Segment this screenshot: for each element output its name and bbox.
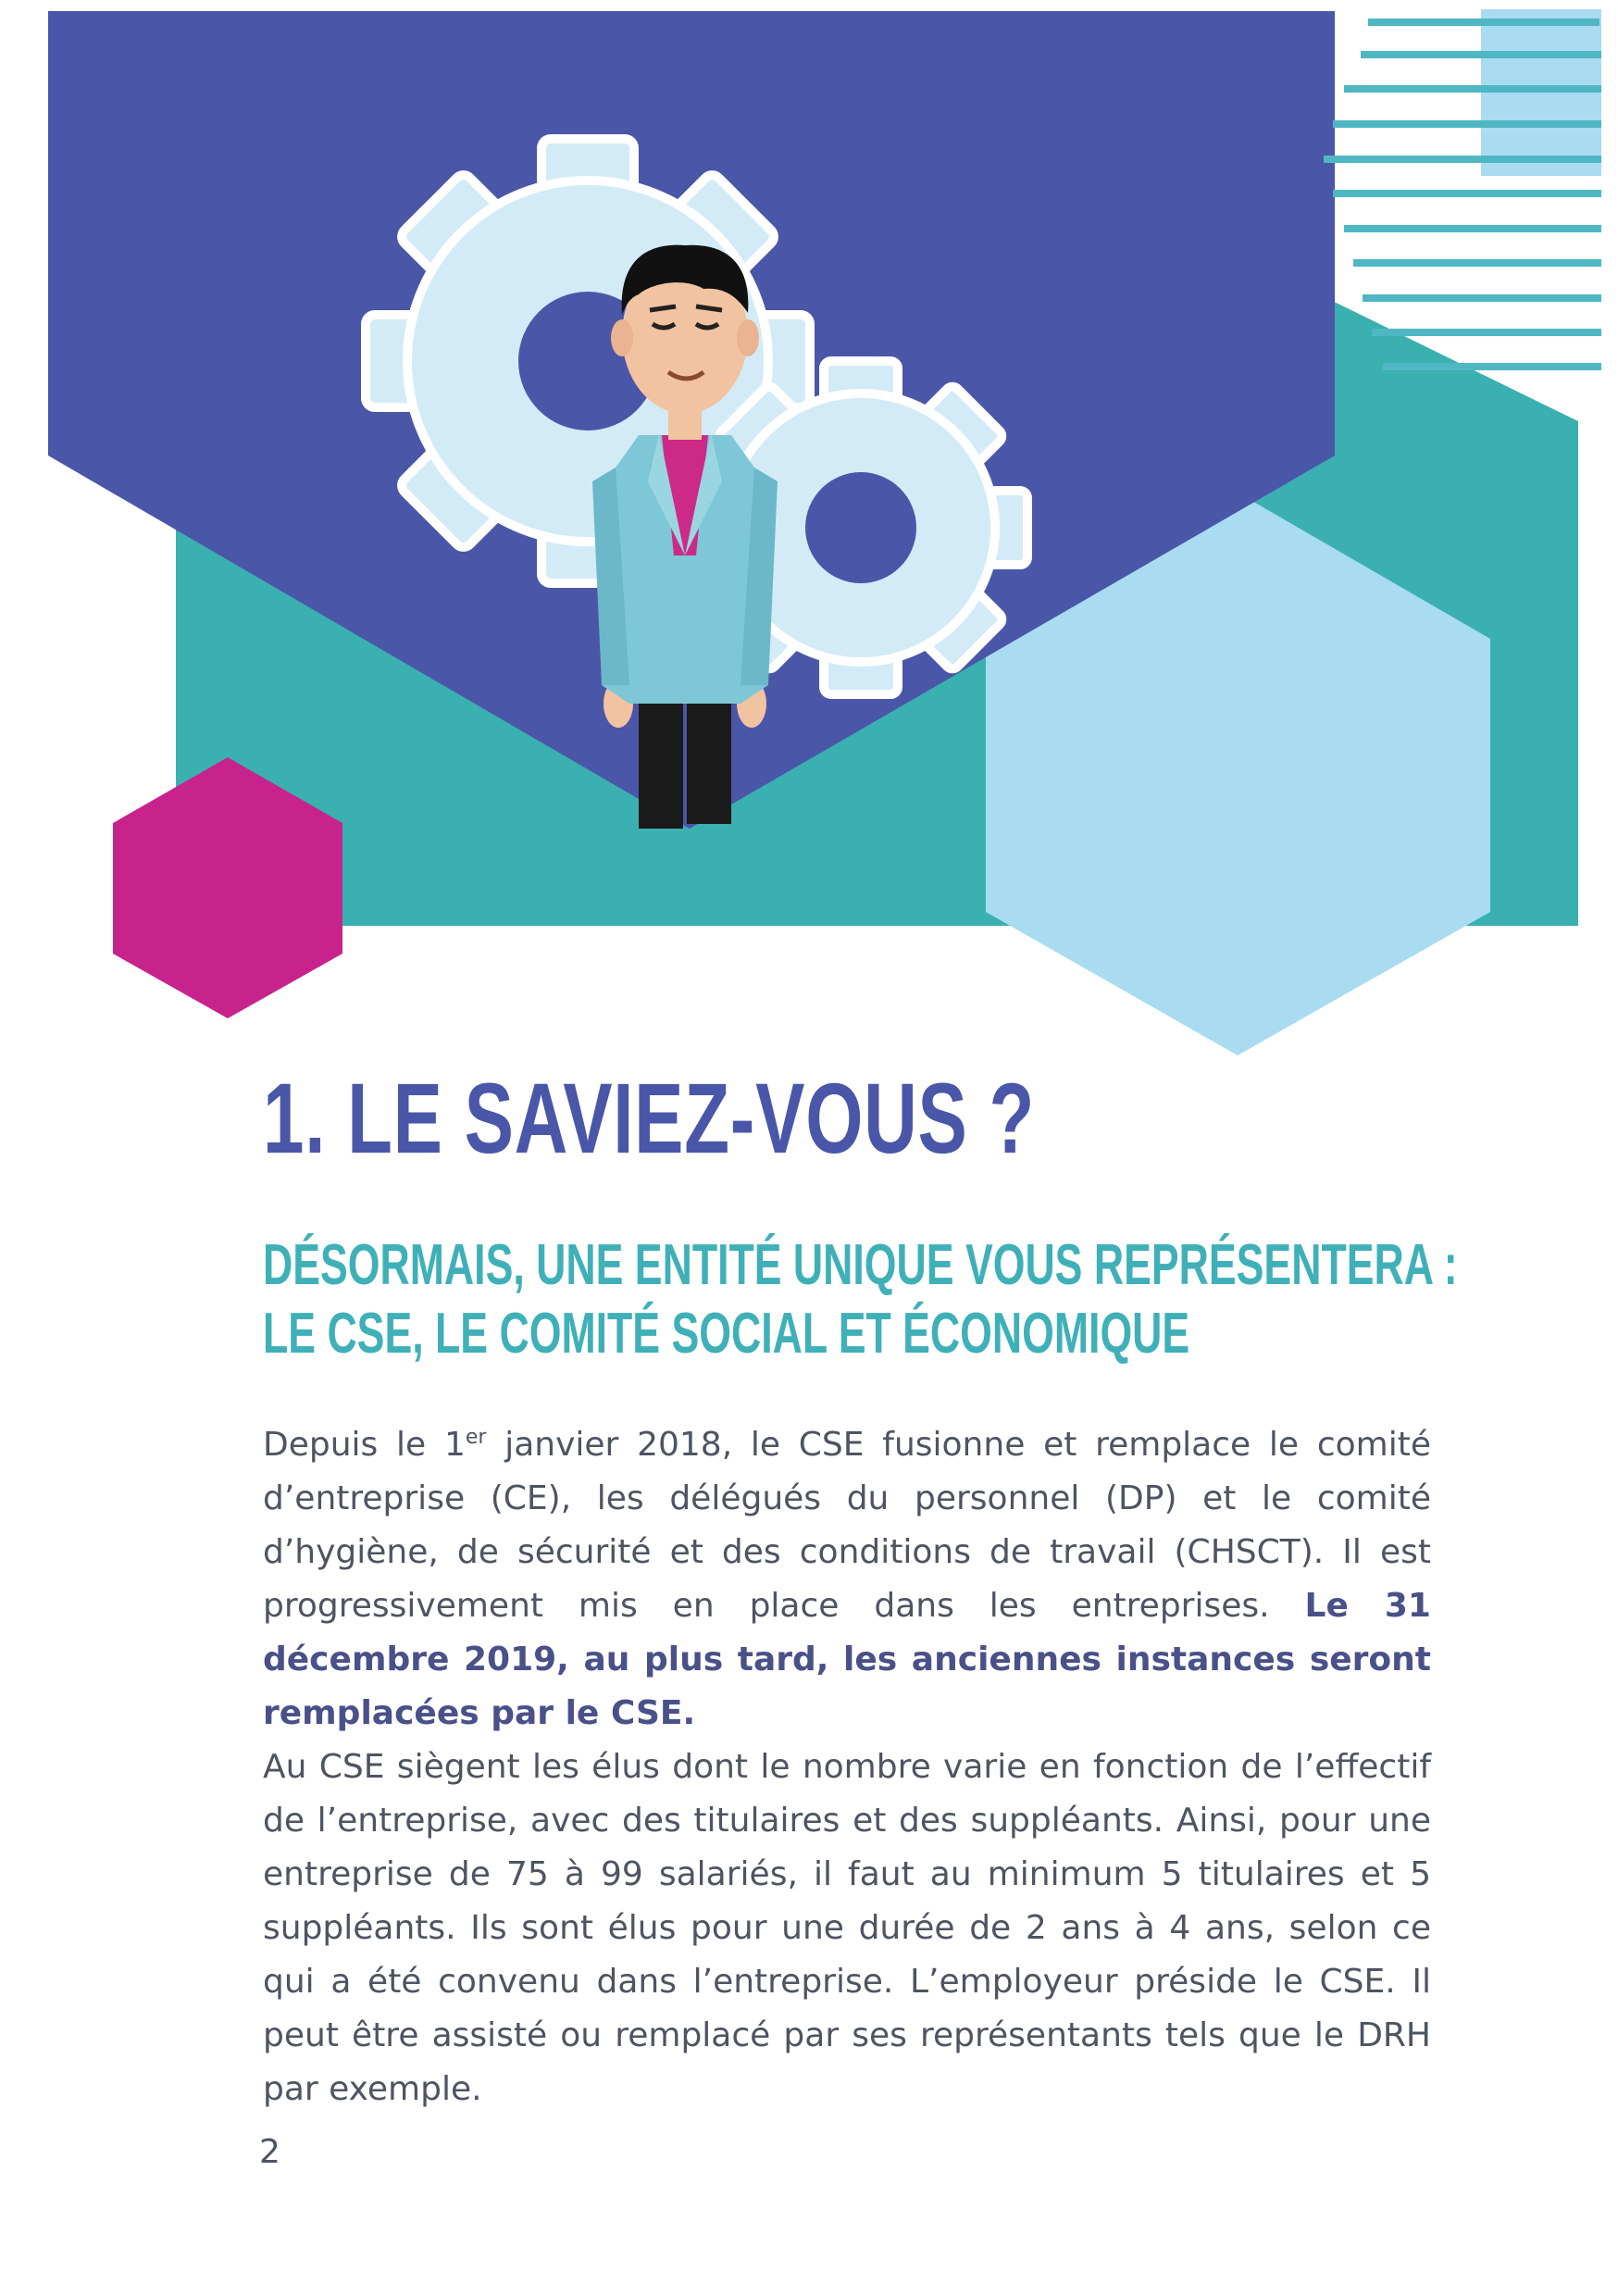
- page-number: 2: [259, 2133, 280, 2171]
- decorative-stripes: [1324, 9, 1601, 370]
- section-subtitle: [263, 1231, 1458, 1368]
- header-illustration: [0, 0, 1618, 1074]
- body-text: [263, 1418, 1431, 2116]
- subtitle-line-1: DÉSORMAIS, UNE ENTITÉ UNIQUE VOUS REPRÉSENTERA :: [263, 1233, 1458, 1297]
- paragraph-1-bold: Le 31 décembre 2019, au plus tard, les anciennes instances seront remplacées par le CSE.: [263, 1587, 1431, 1732]
- page-title: 1. LE SAVIEZ-VOUS ?: [263, 1062, 1036, 1174]
- paragraph-2: Au CSE siègent les élus dont le nombre varie en fonction de l’effectif de l’entreprise, avec des titulaires et des suppléants. Ainsi, pour une entreprise de 75 à 99 salariés, il faut au minimum 5 titulaires et 5 suppléants. Ils sont élus pour une durée de 2 ans à 4 ans, selon ce qui a été convenu dans l’entreprise. L’employeur préside le CSE. Il peut être assisté ou remplacé par ses représentants tels que le DRH par exemple.: [263, 1748, 1431, 2108]
- paragraph-1-text: janvier 2018, le CSE fusionne et remplace le comité d’entreprise (CE), les délégués du personnel (DP) et le comité d’hygiène, de sécurité et des conditions de travail (CHSCT). Il est progressivement mis en place dans les entreprises.: [263, 1426, 1431, 1625]
- paragraph-1: [263, 1418, 1431, 1741]
- superscript-er: er: [465, 1426, 487, 1449]
- subtitle-line-2: LE CSE, LE COMITÉ SOCIAL ET ÉCONOMIQUE: [263, 1302, 1190, 1366]
- paragraph-1-prefix: Depuis le 1: [263, 1426, 466, 1464]
